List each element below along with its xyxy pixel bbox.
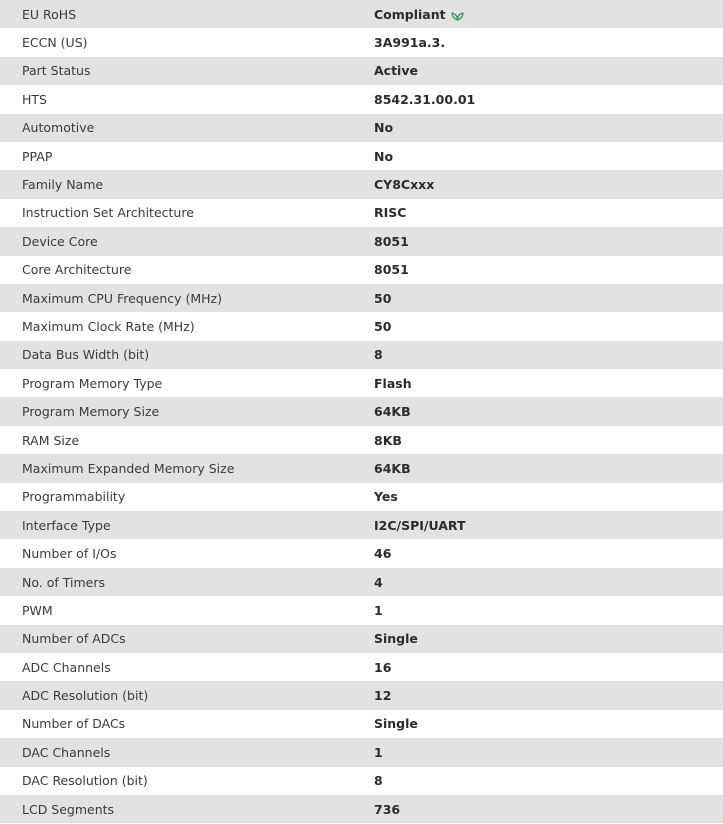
spec-value: 8KB: [374, 432, 402, 448]
spec-value: 4: [374, 574, 383, 590]
spec-row-eu-rohs: [0, 0, 723, 28]
spec-label: PPAP: [22, 148, 53, 164]
spec-row-number-of-adcs: [0, 625, 723, 653]
spec-value: 50: [374, 290, 392, 306]
spec-row-number-of-ios: [0, 539, 723, 567]
spec-label: Maximum CPU Frequency (MHz): [22, 290, 222, 306]
spec-row-program-memory-size: [0, 397, 723, 425]
spec-label: ADC Resolution (bit): [22, 688, 149, 704]
spec-label: Data Bus Width (bit): [22, 347, 150, 363]
spec-row-programmability: [0, 483, 723, 511]
spec-value: 8542.31.00.01: [374, 91, 476, 107]
spec-row-dac-channels: [0, 738, 723, 766]
spec-label: ADC Channels: [22, 659, 111, 675]
spec-value: 46: [374, 546, 392, 562]
spec-value: 64KB: [374, 404, 411, 420]
spec-row-eccn: [0, 28, 723, 56]
spec-row-automotive: [0, 114, 723, 142]
spec-label: DAC Channels: [22, 744, 111, 760]
spec-label: LCD Segments: [22, 801, 115, 817]
spec-value: No: [374, 148, 394, 164]
spec-row-ram-size: [0, 426, 723, 454]
spec-value: No: [374, 120, 394, 136]
spec-value: Single: [374, 631, 418, 647]
spec-label: HTS: [22, 91, 47, 107]
spec-value-cell: [374, 0, 723, 28]
spec-row-number-of-dacs: [0, 710, 723, 738]
spec-value: 8051: [374, 262, 409, 278]
spec-value: 8: [374, 773, 383, 789]
spec-row-dac-resolution: [0, 767, 723, 795]
spec-row-adc-channels: [0, 653, 723, 681]
spec-label: Maximum Expanded Memory Size: [22, 460, 235, 476]
spec-row-data-bus-width: [0, 341, 723, 369]
spec-row-hts: [0, 85, 723, 113]
spec-value: 8: [374, 347, 383, 363]
spec-value: 8051: [374, 233, 409, 249]
spec-value: I2C/SPI/UART: [374, 517, 466, 533]
spec-label: RAM Size: [22, 432, 80, 448]
spec-row-family-name: [0, 170, 723, 198]
spec-row-max-cpu-frequency: [0, 284, 723, 312]
spec-value: 50: [374, 318, 392, 334]
spec-value: Yes: [374, 489, 398, 505]
spec-label: Core Architecture: [22, 262, 132, 278]
spec-value: 16: [374, 659, 392, 675]
spec-value: 64KB: [374, 460, 411, 476]
spec-row-interface-type: [0, 511, 723, 539]
spec-row-max-expanded-memory: [0, 454, 723, 482]
spec-row-isa: [0, 199, 723, 227]
spec-label: Program Memory Size: [22, 404, 160, 420]
spec-row-max-clock-rate: [0, 312, 723, 340]
spec-row-ppap: [0, 142, 723, 170]
leaf-icon: [451, 10, 464, 21]
spec-row-part-status: [0, 57, 723, 85]
spec-label: DAC Resolution (bit): [22, 773, 148, 789]
spec-label: Maximum Clock Rate (MHz): [22, 318, 195, 334]
spec-label: Automotive: [22, 120, 95, 136]
spec-label: EU RoHS: [22, 6, 77, 22]
spec-value: 1: [374, 744, 383, 760]
spec-label: Instruction Set Architecture: [22, 205, 194, 221]
spec-row-pwm: [0, 596, 723, 624]
spec-label: PWM: [22, 602, 53, 618]
spec-value: 1: [374, 602, 383, 618]
spec-label: Family Name: [22, 177, 104, 193]
spec-label: Device Core: [22, 233, 98, 249]
spec-value: 12: [374, 688, 392, 704]
spec-label: Number of DACs: [22, 716, 126, 732]
spec-row-timers: [0, 568, 723, 596]
spec-label: Number of ADCs: [22, 631, 126, 647]
spec-row-program-memory-type: [0, 369, 723, 397]
spec-value: 736: [374, 801, 401, 817]
spec-value: Single: [374, 716, 418, 732]
spec-label: Interface Type: [22, 517, 111, 533]
spec-row-adc-resolution: [0, 681, 723, 709]
spec-row-lcd-segments: [0, 795, 723, 823]
spec-value: Active: [374, 63, 418, 79]
spec-value: 3A991a.3.: [374, 35, 446, 51]
spec-label: No. of Timers: [22, 574, 105, 590]
spec-value: Flash: [374, 375, 412, 391]
spec-row-device-core: [0, 227, 723, 255]
spec-label: ECCN (US): [22, 35, 88, 51]
spec-value: CY8Cxxx: [374, 177, 435, 193]
spec-label: Programmability: [22, 489, 126, 505]
spec-value: RISC: [374, 205, 407, 221]
spec-label: Number of I/Os: [22, 546, 117, 562]
spec-label: Program Memory Type: [22, 375, 163, 391]
spec-label: Part Status: [22, 63, 91, 79]
spec-row-core-architecture: [0, 256, 723, 284]
spec-value: Compliant: [374, 6, 446, 22]
